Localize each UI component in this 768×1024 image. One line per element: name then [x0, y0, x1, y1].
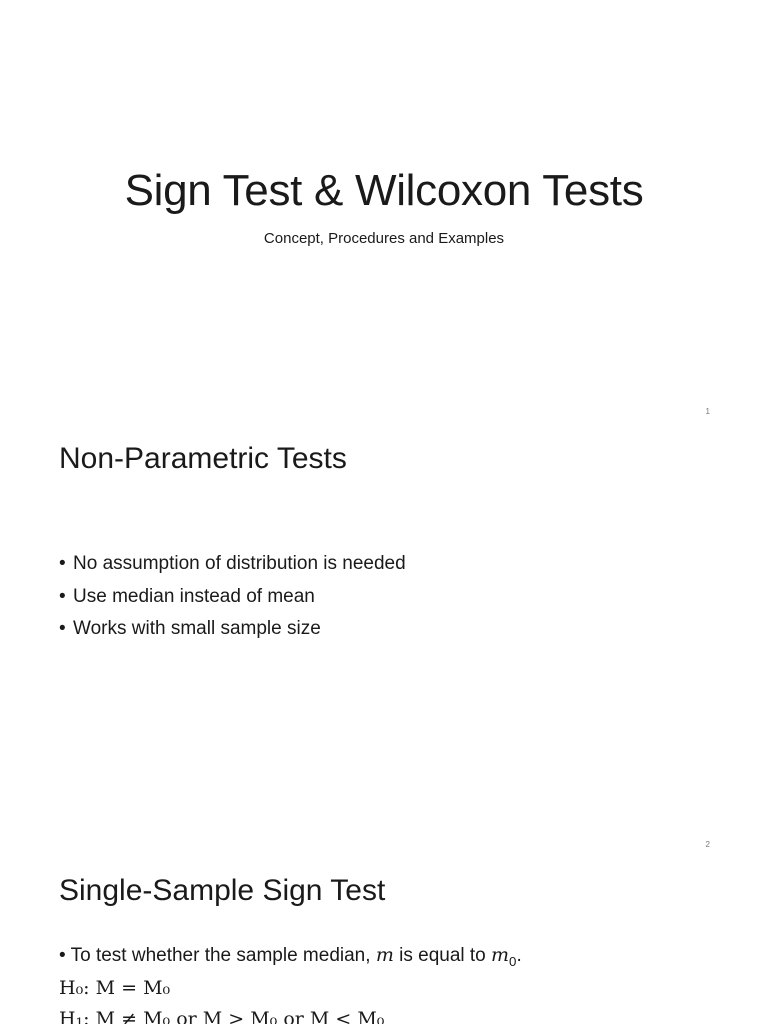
bullet-icon: •: [59, 553, 66, 574]
alternative-hypothesis: H₁: M ≠ M₀ or M > M₀ or M < M₀: [59, 1008, 385, 1024]
bullet-list: [59, 548, 406, 646]
bullet-icon: •: [59, 945, 66, 966]
slide-3: [0, 866, 768, 1024]
null-hypothesis: H₀: M = M₀: [59, 977, 171, 999]
slide-subtitle: Concept, Procedures and Examples: [263, 230, 505, 247]
slide-2: [0, 432, 768, 864]
slide-1: [0, 0, 768, 430]
slide-title: Sign Test & Wilcoxon Tests: [124, 166, 644, 215]
page-number: 1: [705, 407, 710, 416]
page-number: 2: [705, 840, 710, 849]
bullet-item: • Use median instead of mean: [59, 581, 406, 614]
slide-title: Non-Parametric Tests: [59, 442, 347, 475]
bullet-item: • To test whether the sample median, m is equal to $m_0$.: [59, 944, 522, 969]
bullet-icon: •: [59, 585, 66, 607]
bullet-item: • Works with small sample size: [59, 613, 406, 646]
bullet-icon: •: [59, 618, 66, 639]
bullet-item: • No assumption of distribution is needed: [59, 548, 406, 581]
slide-title: Single-Sample Sign Test: [59, 874, 386, 907]
